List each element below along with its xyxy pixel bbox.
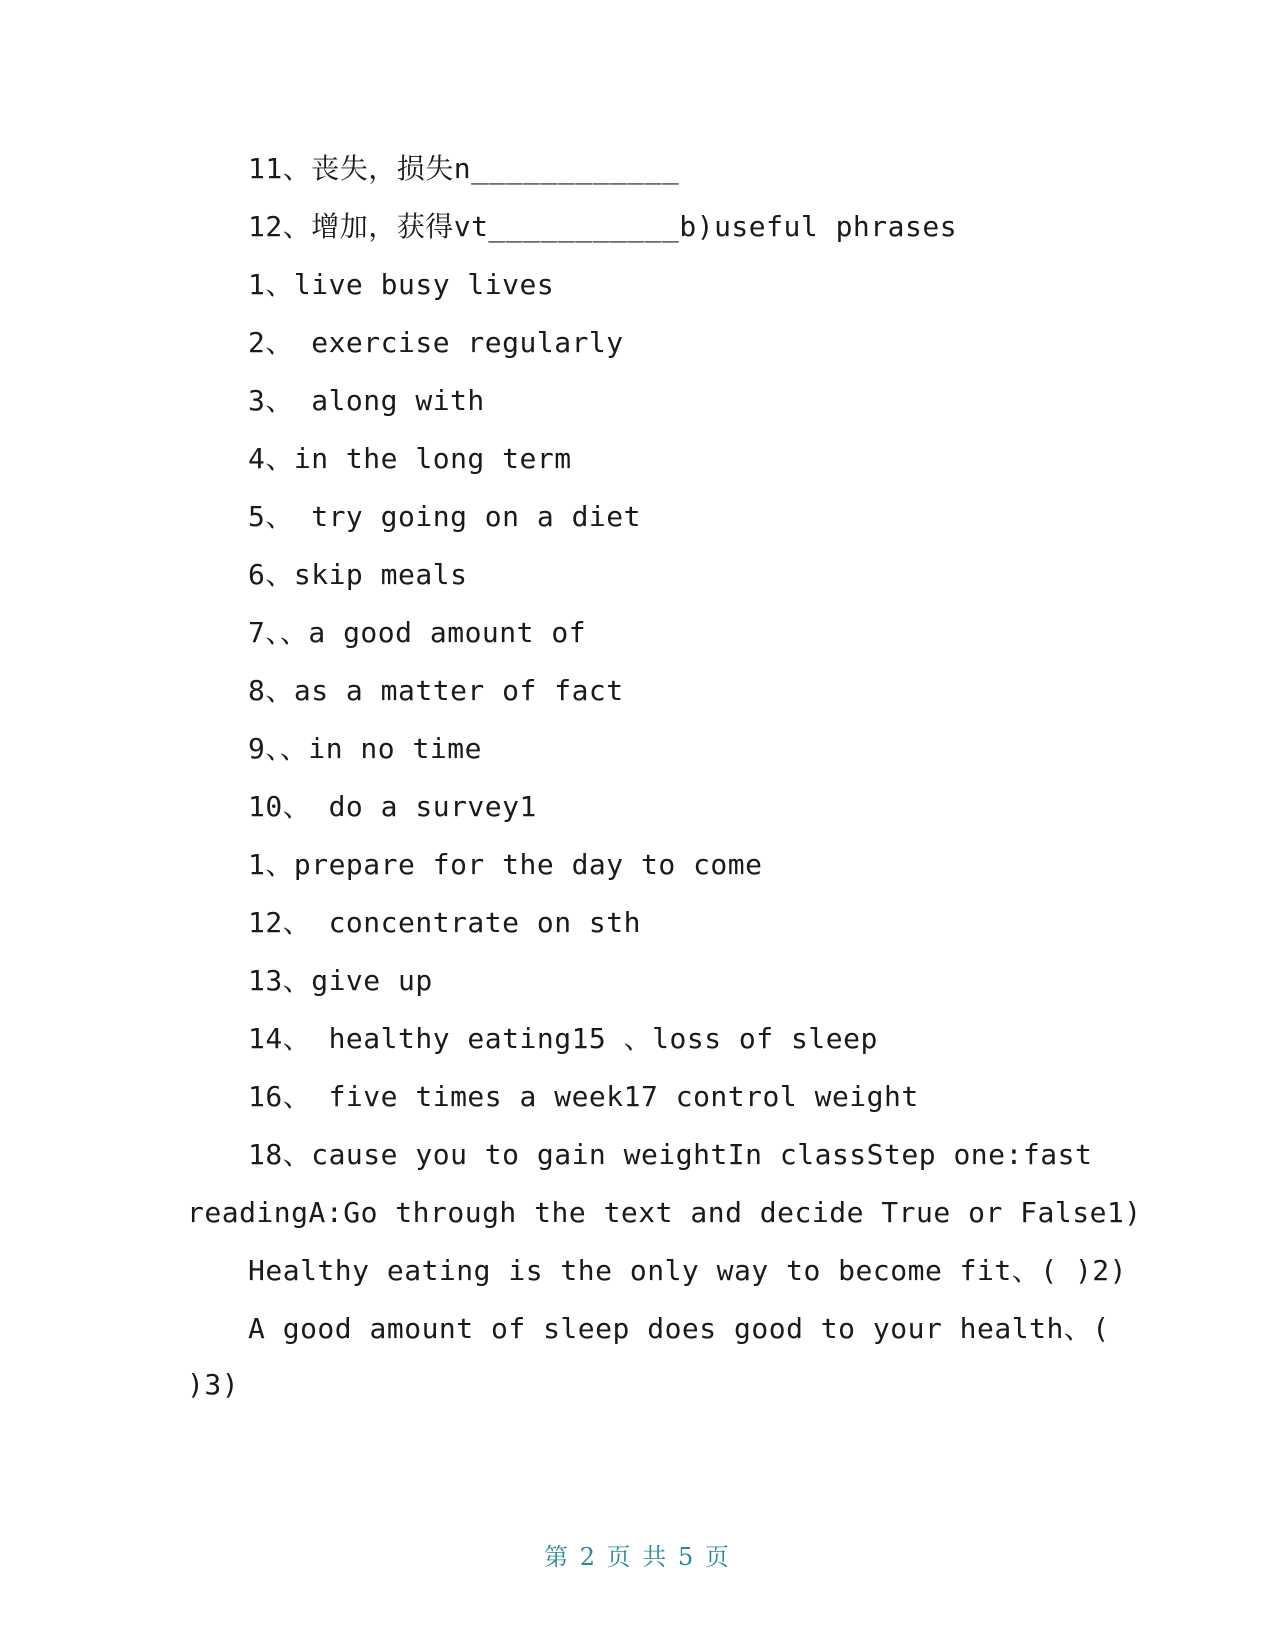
phrase-line-18: 18、cause you to gain weightIn classStep one:fast — [248, 1138, 1093, 1171]
phrase-line-3: 3、 along with — [248, 384, 485, 417]
phrase-line-10: 10、 do a survey1 — [248, 790, 537, 823]
question-line-3: )3) — [187, 1368, 240, 1401]
phrase-line-14: 14、 healthy eating15 、loss of sleep — [248, 1022, 878, 1055]
phrase-line-1: 1、live busy lives — [248, 268, 555, 301]
phrase-line-13: 13、give up — [248, 964, 433, 997]
page-number-footer: 第 2 页 共 5 页 — [544, 1543, 731, 1571]
phrase-line-8: 8、as a matter of fact — [248, 674, 624, 707]
phrase-line-16: 16、 five times a week17 control weight — [248, 1080, 919, 1113]
vocab-line-11: 11、丧失，损失n____________ — [248, 152, 680, 185]
phrase-line-7: 7、、a good amount of — [248, 616, 587, 649]
phrase-line-4: 4、in the long term — [248, 442, 572, 475]
reading-instruction-line: readingA:Go through the text and decide True or False1) — [187, 1196, 1142, 1229]
phrase-line-6: 6、skip meals — [248, 558, 468, 591]
phrase-line-11: 1、prepare for the day to come — [248, 848, 763, 881]
question-line-2: A good amount of sleep does good to your health、( — [248, 1312, 1110, 1345]
phrase-line-2: 2、 exercise regularly — [248, 326, 624, 359]
vocab-line-12: 12、增加，获得vt___________b)useful phrases — [248, 210, 958, 243]
phrase-line-9: 9、、in no time — [248, 732, 482, 765]
question-line-1: Healthy eating is the only way to become fit、( )2) — [248, 1254, 1128, 1287]
phrase-line-12: 12、 concentrate on sth — [248, 906, 642, 939]
phrase-line-5: 5、 try going on a diet — [248, 500, 642, 533]
